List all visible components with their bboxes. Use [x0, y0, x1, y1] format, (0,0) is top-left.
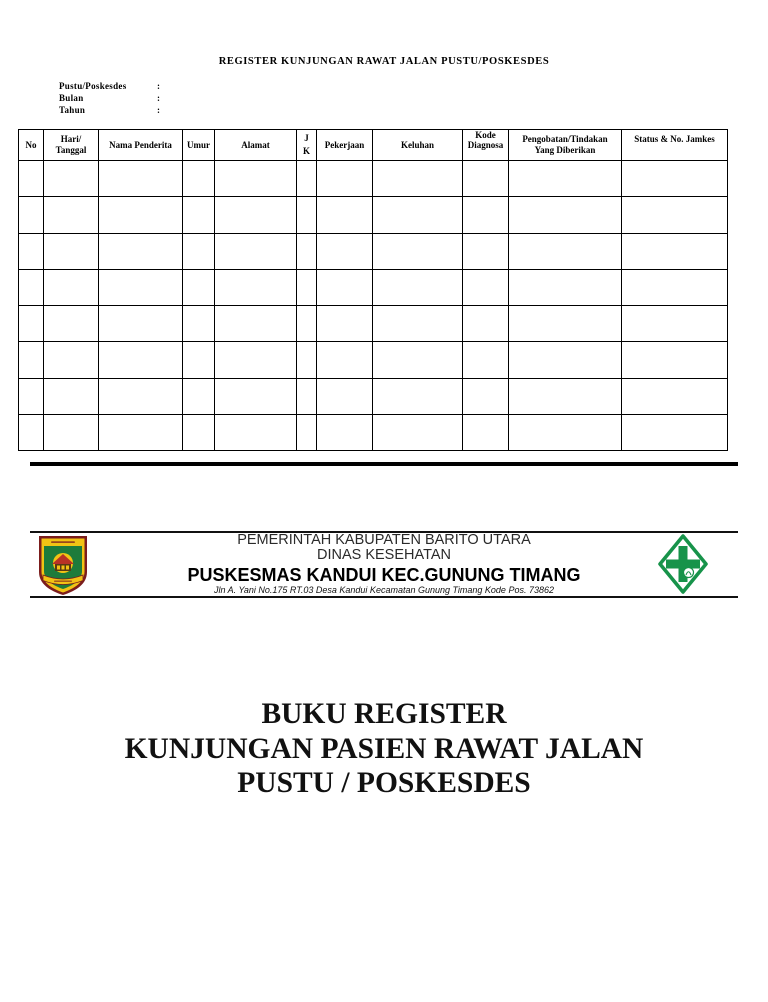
table-header-complaint: Keluhan — [373, 130, 463, 161]
table-cell — [317, 306, 373, 342]
field-separator: : — [157, 93, 161, 103]
table-cell — [19, 197, 44, 233]
table-cell — [463, 415, 509, 451]
field-separator: : — [157, 81, 161, 91]
table-cell — [215, 234, 297, 270]
section-divider — [30, 462, 738, 466]
table-cell — [183, 161, 215, 197]
table-cell — [317, 415, 373, 451]
table-cell — [183, 197, 215, 233]
table-cell — [215, 197, 297, 233]
table-cell — [99, 161, 183, 197]
table-cell — [99, 415, 183, 451]
table-cell — [19, 161, 44, 197]
table-cell — [317, 234, 373, 270]
table-cell — [44, 270, 99, 306]
letterhead-institution: PUSKESMAS KANDUI KEC.GUNUNG TIMANG — [187, 565, 581, 585]
table-cell — [183, 270, 215, 306]
table-cell — [99, 306, 183, 342]
table-cell — [622, 234, 728, 270]
table-cell — [317, 270, 373, 306]
table-cell — [183, 306, 215, 342]
table-cell — [373, 197, 463, 233]
table-cell — [373, 161, 463, 197]
table-cell — [317, 379, 373, 415]
table-cell — [44, 234, 99, 270]
table-cell — [44, 379, 99, 415]
table-cell — [509, 270, 622, 306]
table-header-date: Hari/ Tanggal — [44, 130, 99, 161]
table-cell — [463, 306, 509, 342]
letterhead-department: DINAS KESEHATAN — [316, 547, 452, 563]
field-separator: : — [157, 105, 161, 115]
table-cell — [215, 161, 297, 197]
table-cell — [297, 270, 317, 306]
table-cell — [509, 342, 622, 378]
field-label: Bulan — [59, 93, 84, 103]
cover-title — [0, 697, 768, 801]
table-cell — [463, 342, 509, 378]
table-cell — [297, 379, 317, 415]
field-bulan — [59, 92, 160, 104]
table-cell — [622, 306, 728, 342]
table-cell — [19, 234, 44, 270]
table-header-diagnosis-code: Kode Diagnosa — [463, 130, 509, 161]
table-header-address: Alamat — [215, 130, 297, 161]
table-cell — [622, 197, 728, 233]
table-cell — [215, 306, 297, 342]
table-header-age: Umur — [183, 130, 215, 161]
table-cell — [99, 197, 183, 233]
field-label: Pustu/Poskesdes — [59, 81, 127, 91]
table-cell — [463, 161, 509, 197]
table-cell — [297, 342, 317, 378]
table-cell — [463, 270, 509, 306]
table-cell — [373, 306, 463, 342]
field-label: Tahun — [59, 105, 86, 115]
table-cell — [19, 306, 44, 342]
table-cell — [297, 306, 317, 342]
table-cell — [509, 197, 622, 233]
table-header-no: No — [19, 130, 44, 161]
table-cell — [215, 270, 297, 306]
table-cell — [99, 234, 183, 270]
table-cell — [463, 234, 509, 270]
table-header-occupation: Pekerjaan — [317, 130, 373, 161]
table-cell — [297, 197, 317, 233]
table-cell — [317, 161, 373, 197]
table-cell — [44, 415, 99, 451]
table-cell — [183, 234, 215, 270]
table-cell — [317, 342, 373, 378]
table-cell — [297, 161, 317, 197]
table-cell — [183, 415, 215, 451]
letterhead-government: PEMERINTAH KABUPATEN BARITO UTARA — [237, 532, 531, 548]
table-cell — [215, 342, 297, 378]
table-cell — [297, 234, 317, 270]
table-cell — [19, 342, 44, 378]
table-header-insurance-status: Status & No. Jamkes — [622, 130, 728, 161]
table-cell — [44, 161, 99, 197]
table-cell — [183, 342, 215, 378]
field-pustu-poskesdes — [59, 80, 160, 92]
table-cell — [622, 161, 728, 197]
table-cell — [99, 270, 183, 306]
cover-title-line: KUNJUNGAN PASIEN RAWAT JALAN — [124, 732, 644, 765]
table-cell — [509, 234, 622, 270]
cover-title-line: PUSTU / POSKESDES — [237, 767, 531, 799]
table-cell — [44, 197, 99, 233]
letterhead-rule-bottom — [30, 596, 738, 598]
table-cell — [622, 379, 728, 415]
table-cell — [509, 306, 622, 342]
table-cell — [622, 415, 728, 451]
letterhead-address: Jln A. Yani No.175 RT.03 Desa Kandui Kecamatan Gunung Timang Kode Pos. 73862 — [214, 585, 554, 595]
puskesmas-logo-icon — [657, 533, 709, 595]
table-cell — [183, 379, 215, 415]
table-cell — [509, 161, 622, 197]
field-tahun — [59, 104, 160, 116]
table-cell — [373, 415, 463, 451]
table-cell — [463, 197, 509, 233]
table-cell — [215, 415, 297, 451]
cover-title-line: BUKU REGISTER — [261, 698, 507, 730]
table-cell — [373, 379, 463, 415]
table-cell — [99, 342, 183, 378]
table-cell — [215, 379, 297, 415]
table-cell — [509, 379, 622, 415]
table-cell — [44, 306, 99, 342]
table-header-gender: J K — [297, 130, 317, 161]
table-cell — [297, 415, 317, 451]
table-cell — [622, 270, 728, 306]
table-header-patient-name: Nama Penderita — [99, 130, 183, 161]
table-cell — [509, 415, 622, 451]
table-cell — [463, 379, 509, 415]
table-cell — [373, 342, 463, 378]
table-cell — [622, 342, 728, 378]
table-cell — [19, 415, 44, 451]
register-fields — [59, 80, 160, 116]
table-cell — [44, 342, 99, 378]
table-cell — [373, 270, 463, 306]
table-cell — [19, 379, 44, 415]
table-cell — [373, 234, 463, 270]
table-cell — [19, 270, 44, 306]
register-table — [18, 129, 728, 451]
table-cell — [317, 197, 373, 233]
register-title: REGISTER KUNJUNGAN RAWAT JALAN PUSTU/POSKESDES — [218, 56, 550, 67]
table-cell — [99, 379, 183, 415]
table-header-treatment: Pengobatan/Tindakan Yang Diberikan — [509, 130, 622, 161]
